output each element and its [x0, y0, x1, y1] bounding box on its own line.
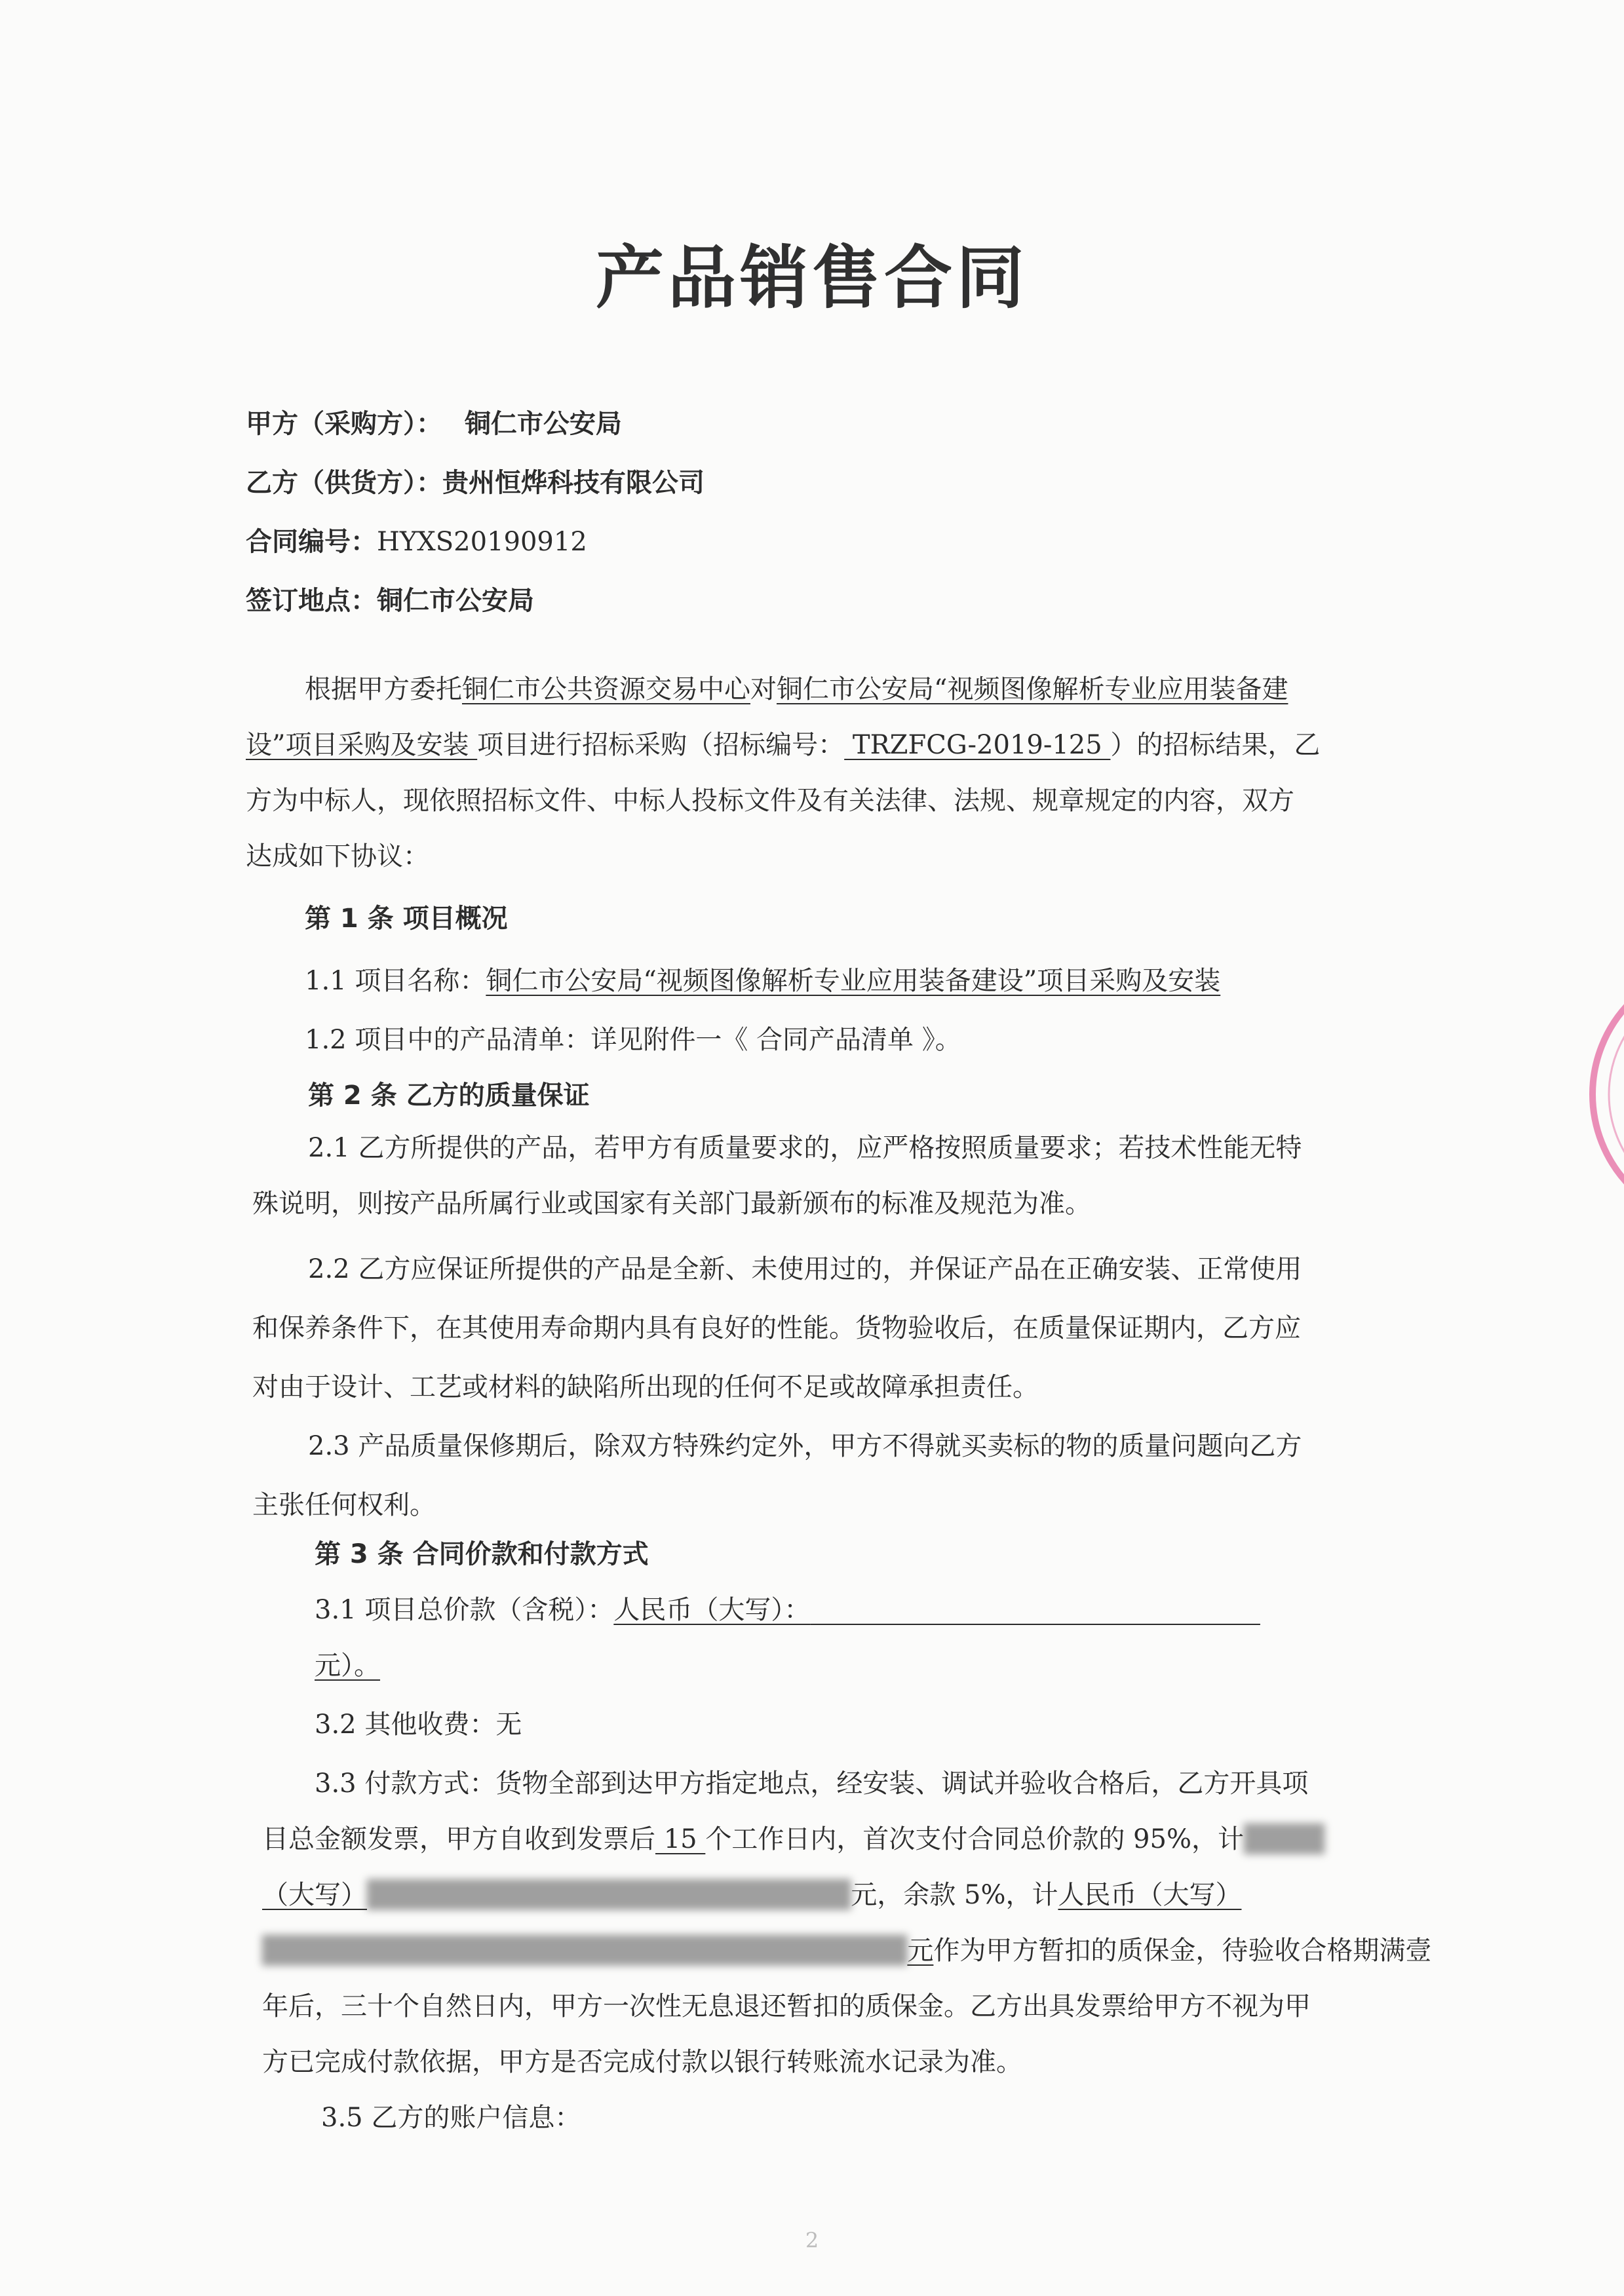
clause-text: 元，余款 5%，计 [851, 1880, 1058, 1910]
clause-3-3-line-6: 方已完成付款依据，甲方是否完成付款以银行转账流水记录为准。 [262, 2047, 1022, 2077]
page-number: 2 [805, 2228, 819, 2253]
seal-stamp-icon [1573, 957, 1624, 1232]
amount-unit: 元 [907, 1936, 934, 1966]
party-b-value: 贵州恒烨科技有限公司 [442, 468, 705, 498]
intro-line-2 [246, 724, 1320, 761]
clause-text: 3.1 项目总价款（含税）： [315, 1595, 614, 1625]
party-a-label: 甲方（采购方）： [246, 409, 442, 439]
clause-2-2-line-3: 对由于设计、工艺或材料的缺陷所出现的任何不足或故障承担责任。 [252, 1372, 1039, 1402]
page-title: 产品销售合同 [595, 238, 1028, 318]
clause-3-1-line-1 [315, 1589, 1260, 1626]
amount-unit: 元）。 [315, 1651, 380, 1681]
clause-3-3-line-4 [262, 1930, 1431, 1967]
clause-3-1-line-2 [315, 1645, 380, 1682]
party-a-value: 铜仁市公安局 [464, 409, 622, 439]
clause-2-1-line-2: 殊说明，则按产品所属行业或国家有关部门最新颁布的标准及规范为准。 [252, 1189, 1091, 1219]
clause-3-3-line-5: 年后，三十个自然日内，甲方一次性无息退还暂扣的质保金。乙方出具发票给甲方不视为甲 [262, 1991, 1311, 2021]
clause-text: 个工作日内，首次支付合同总价款的 95%，计 [705, 1824, 1244, 1854]
clause-3-3-line-3 [262, 1874, 1241, 1911]
clause-1-2: 1.2 项目中的产品清单：详见附件一《 合同产品清单 》。 [305, 1025, 961, 1055]
contract-no-value: HYXS20190912 [377, 527, 587, 557]
amount-label: 人民币（大写） [1058, 1880, 1242, 1910]
intro-line-4: 达成如下协议： [246, 841, 429, 871]
intro-line-1 [305, 668, 1288, 706]
clause-text: 1.1 项目名称： [305, 966, 486, 996]
party-a-line [246, 403, 622, 440]
contract-no-line [246, 521, 587, 558]
article-3-heading: 第 3 条 合同价款和付款方式 [315, 1539, 649, 1569]
project-name: 铜仁市公安局“视频图像解析专业应用装备建 [777, 674, 1288, 704]
amount-label: 人民币（大写）： [613, 1595, 811, 1625]
agency-name: 铜仁市公共资源交易中心 [462, 674, 750, 704]
intro-text: 根据甲方委托 [305, 674, 462, 704]
clause-3-3-line-2 [262, 1818, 1324, 1856]
clause-3-2: 3.2 其他收费：无 [315, 1710, 522, 1740]
sign-place-value: 铜仁市公安局 [377, 586, 534, 616]
redacted-amount: ████████████████████████████████ [262, 1936, 908, 1966]
redacted-amount [810, 1595, 1260, 1625]
amount-label: （大写） [262, 1880, 367, 1910]
clause-2-3-line-1: 2.3 产品质量保修期后，除双方特殊约定外，甲方不得就买卖标的物的质量问题向乙方 [308, 1431, 1302, 1461]
clause-text: 目总金额发票，甲方自收到发票后 [262, 1824, 655, 1854]
project-name: 设”项目采购及安装 [246, 730, 478, 760]
article-1-heading: 第 1 条 项目概况 [305, 904, 508, 934]
redacted-amount: ████████████████████████ [367, 1880, 851, 1910]
tender-number: TRZFCG-2019-125 [844, 730, 1111, 760]
party-b-line [246, 462, 705, 499]
project-name: 铜仁市公安局“视频图像解析专业应用装备建设”项目采购及安装 [486, 966, 1221, 996]
clause-2-2-line-2: 和保养条件下，在其使用寿命期内具有良好的性能。货物验收后，在质量保证期内，乙方应 [252, 1313, 1301, 1343]
clause-3-5: 3.5 乙方的账户信息： [321, 2103, 581, 2133]
clause-3-3-line-1: 3.3 付款方式：货物全部到达甲方指定地点，经安装、调试并验收合格后，乙方开具项 [315, 1769, 1309, 1799]
sign-place-line [246, 580, 534, 617]
clause-text: 作为甲方暂扣的质保金，待验收合格期满壹 [933, 1936, 1432, 1966]
intro-text: 项目进行招标采购（招标编号： [477, 730, 845, 760]
intro-text: 对 [750, 674, 777, 704]
intro-line-3: 方为中标人，现依照招标文件、中标人投标文件及有关法律、法规、规章规定的内容，双方 [246, 786, 1294, 816]
contract-no-label: 合同编号： [246, 527, 377, 557]
clause-1-1 [305, 960, 1220, 997]
working-days: 15 [655, 1824, 706, 1854]
clause-2-2-line-1: 2.2 乙方应保证所提供的产品是全新、未使用过的，并保证产品在正确安装、正常使用 [308, 1254, 1302, 1284]
sign-place-label: 签订地点： [246, 586, 377, 616]
party-b-label: 乙方（供货方）： [246, 468, 442, 498]
article-2-heading: 第 2 条 乙方的质量保证 [308, 1081, 590, 1111]
intro-text: ）的招标结果，乙 [1110, 730, 1321, 760]
clause-2-1-line-1: 2.1 乙方所提供的产品，若甲方有质量要求的，应严格按照质量要求；若技术性能无特 [308, 1133, 1302, 1163]
redacted-text: ████ [1243, 1824, 1324, 1854]
clause-2-3-line-2: 主张任何权利。 [252, 1490, 436, 1520]
